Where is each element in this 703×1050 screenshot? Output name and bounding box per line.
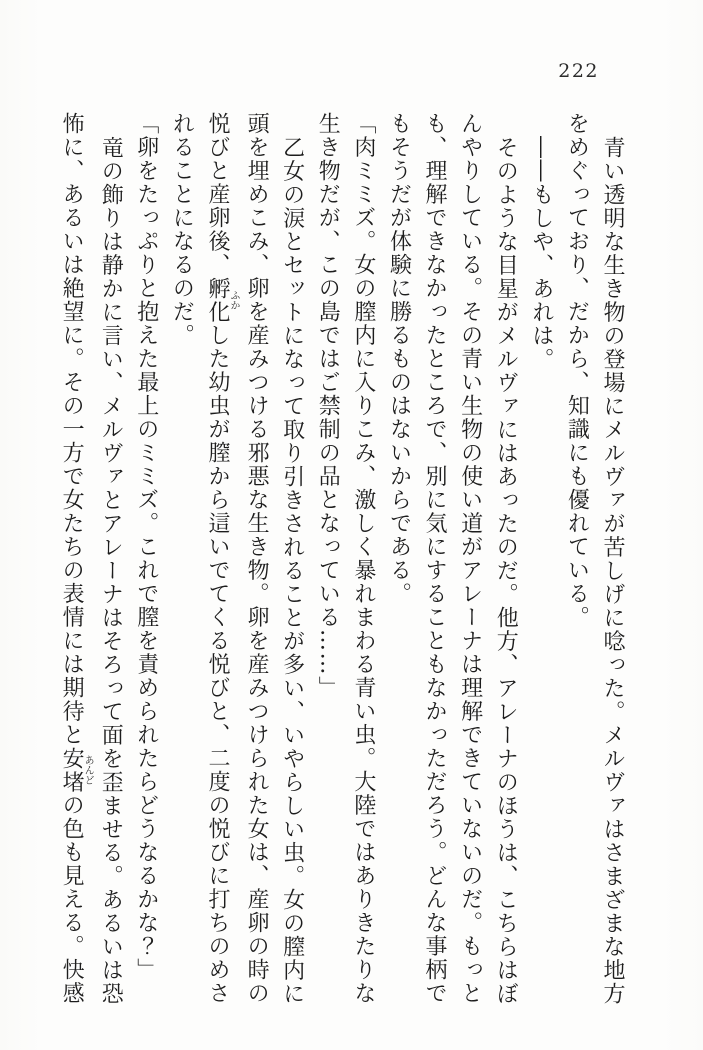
text-column: 悦びと産卵後、孵化ふかした幼虫が膣から這いでてくる悦びと、二度の悦びに打ちのめさ bbox=[204, 112, 239, 1005]
text-column: そのような目星がメルヴァにはあったのだ。他方、アレーナのほうは、こちらはぼ bbox=[493, 135, 519, 1005]
text-column: 「肉ミミズ。女の膣内に入りこみ、激しく暴れまわる青い虫。大陸ではありきたりな bbox=[350, 112, 376, 1005]
text-column: 頭を埋めこみ、卵を産みつける邪悪な生き物。卵を産みつけられた女は、産卵の時の bbox=[244, 112, 270, 1005]
text-column: 乙女の涙とセットになって取り引きされることが多い、いやらしい虫。女の膣内に bbox=[279, 135, 305, 1005]
text-column: も、理解できなかったところで、別に気にすることもなかっただろう。どんな事柄で bbox=[422, 112, 448, 1005]
text-column: 青い透明な生き物の登場にメルヴァが苦しげに唸った。メルヴァはさまざまな地方 bbox=[600, 135, 625, 1005]
text-column: もそうだが体験に勝るものはないからである。 bbox=[386, 112, 412, 606]
text-column: 怖に、あるいは絶望に。その一方で女たちの表情には期待と安堵あんどの色も見える。快感 bbox=[59, 112, 94, 1005]
text-column: 生き物だが、この島ではご禁制の品となっている……」 bbox=[315, 112, 341, 700]
text-column: 「卵をたっぷりと抱えた最上のミミズ。これで膣を責められたらどうなるかな？」 bbox=[133, 112, 159, 982]
text-column: んやりしている。その青い生物の使い道がアレーナは理解できていないのだ。もっと bbox=[457, 112, 483, 1005]
ruby-annotated-word: 孵化ふか bbox=[204, 276, 239, 324]
text-column: をめぐっており、だから、知識にも優れている。 bbox=[564, 112, 590, 629]
text-block bbox=[54, 112, 631, 1016]
text-column: ――もしや、あれは。 bbox=[528, 135, 554, 371]
ruby-annotated-word: 安堵あんど bbox=[59, 746, 94, 794]
text-column: 竜の飾りは静かに言い、メルヴァとアレーナはそろって面を歪ませる。あるいは恐 bbox=[98, 135, 124, 1005]
page-number: 222 bbox=[558, 60, 599, 82]
text-column: れることになるのだ。 bbox=[169, 112, 195, 347]
